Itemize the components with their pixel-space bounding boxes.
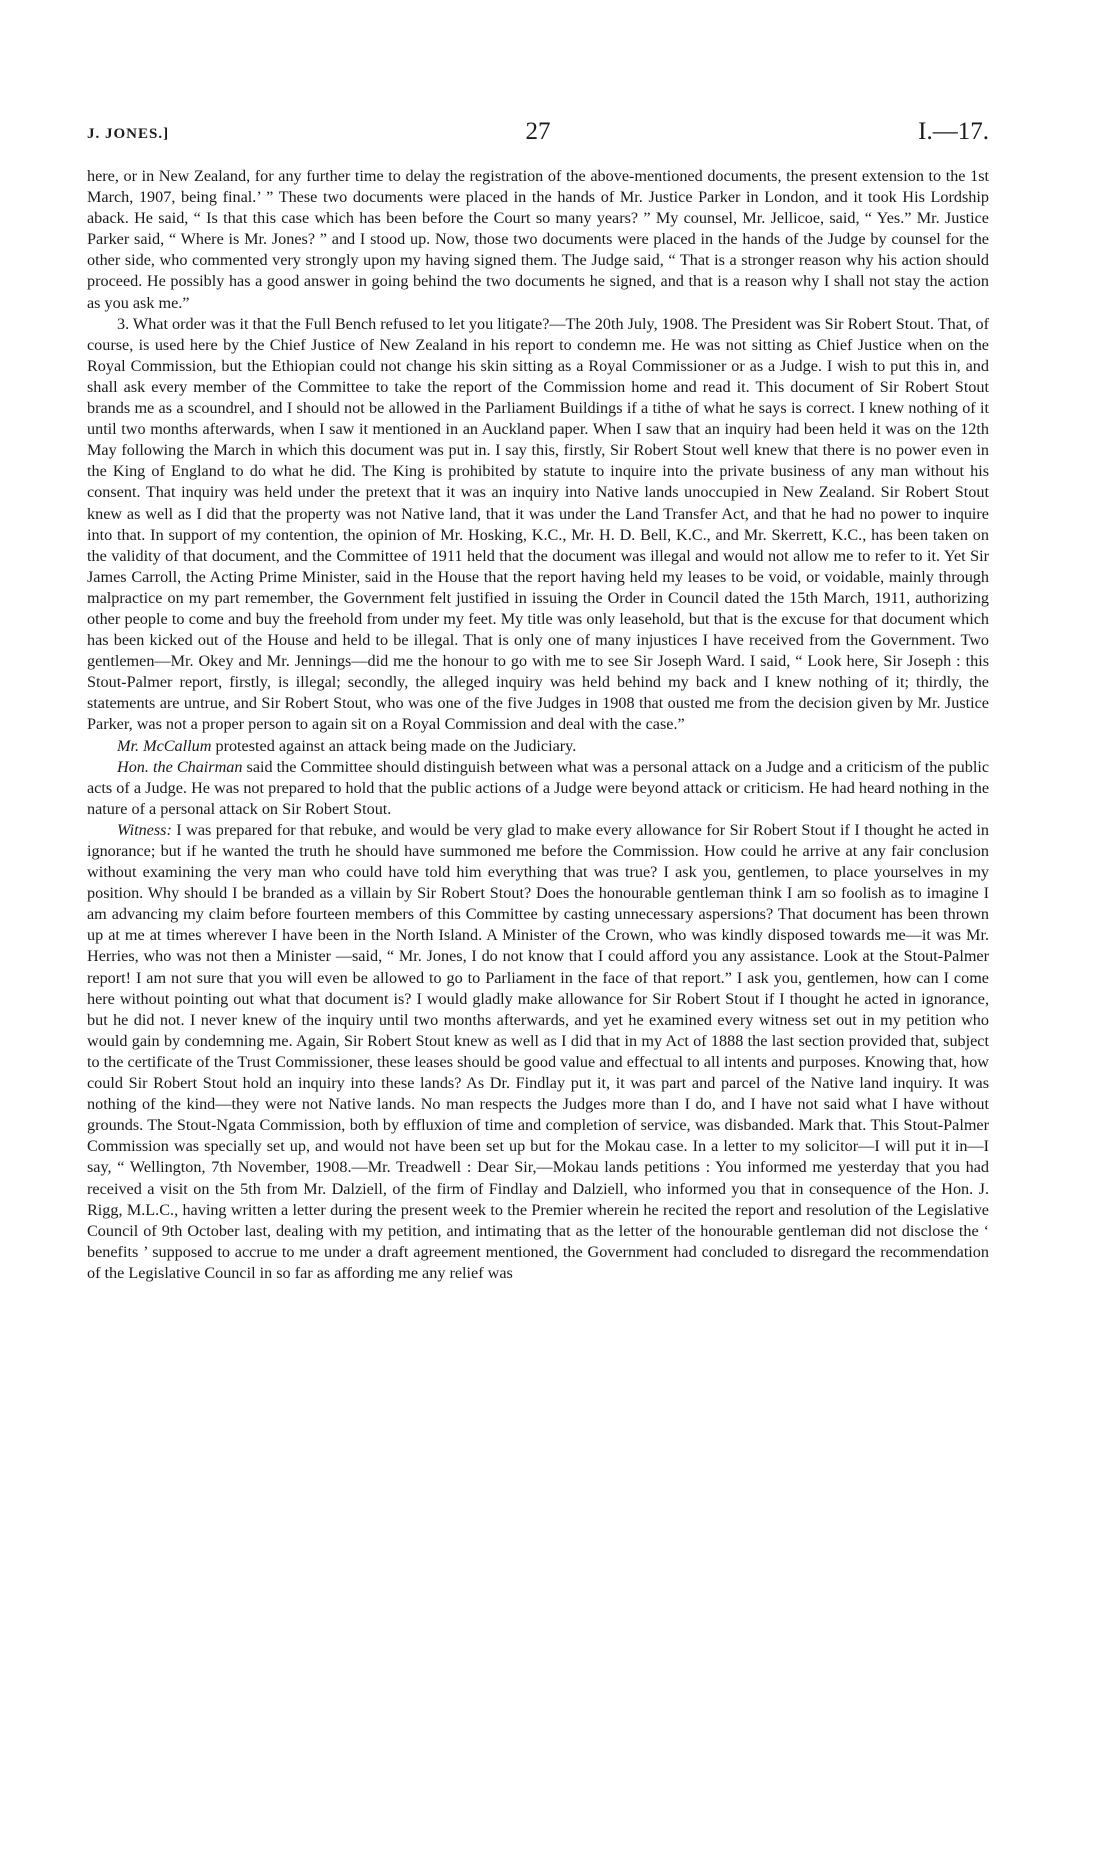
paragraph-question-3: [87, 314, 989, 736]
body-text: [87, 166, 989, 1284]
paragraph-text: 3. What order was it that the Full Bench refused to let you litigate?—The 20th July, 1908. The President was Sir Robert Stout. That, of course, is used here by the Chief Justice of New Zealand in his report to condemn me. He was not sitting as Chief Justice when on the Royal Commission, but the Ethiopian could not change his skin sitting as a Royal Commissioner or as a Judge. I wish to put this in, and shall ask every member of the Committee to take the report of the Commission home and read it. This document of Sir Robert Stout brands me as a scoundrel, and I should not be allowed in the Parliament Buildings if a tithe of what he says is correct. I knew nothing of it until two months afterwards, when I saw it mentioned in an Auckland paper. When I saw that an inquiry had been held it was on the 12th May following the March in which this document was put in. I say this, firstly, Sir Robert Stout well knew that there is no power even in the King of England to do what he did. The King is prohibited by statute to inquire into the private business of any man without his consent. That inquiry was held under the pretext that it was an inquiry into Native lands unoccupied in New Zealand. Sir Robert Stout knew as well as I did that the property was not Native land, that it was under the Land Transfer Act, and that he had no power to inquire into that. In support of my contention, the opinion of Mr. Hosking, K.C., Mr. H. D. Bell, K.C., and Mr. Skerrett, K.C., has been taken on the validity of that document, and the Committee of 1911 held that the document was illegal and would not allow me to refer to it. Yet Sir James Carroll, the Acting Prime Minister, said in the House that the report having held my leases to be void, or voidable, mainly through malpractice on my part remember, the Government felt justified in issuing the Order in Council dated the 15th March, 1911, authorizing other people to come and buy the freehold from under my feet. My title was only leasehold, but that is the excuse for that document which has been kicked out of the House and held to be illegal. That is only one of many injustices I have received from the Government. Two gentlemen—Mr. Okey and Mr. Jennings—did me the honour to go with me to see Sir Joseph Ward. I said, “ Look here, Sir Joseph : this Stout-Palmer report, firstly, is illegal; secondly, the alleged inquiry was held behind my back and I knew nothing of it; thirdly, the statements are untrue, and Sir Robert Stout, who was one of the five Judges in 1908 that ousted me from the decision given by Mr. Justice Parker, was not a proper person to again sit on a Royal Commission and deal with the case.”: [87, 314, 989, 734]
paragraph-witness: [87, 820, 989, 1284]
paragraph-text: here, or in New Zealand, for any further time to delay the registration of the above-mentioned documents, the present extension to the 1st March, 1907, being final.’ ” These two documents were placed in the hands of Mr. Justice Parker in London, and it took His Lordship aback. He said, “ Is that this case which has been before the Court so many years? ” My counsel, Mr. Jellicoe, said, “ Yes.” Mr. Justice Parker said, “ Where is Mr. Jones? ” and I stood up. Now, those two documents were placed in the hands of the Judge by counsel for the other side, who commented very strongly upon my having signed them. The Judge said, “ That is a stronger reason why his action should proceed. He possibly has a good answer in going behind the two documents he signed, and that is a reason why I shall not stay the action as you ask me.”: [87, 167, 989, 312]
speaker-name: Mr. McCallum: [117, 736, 212, 755]
speaker-name: Witness:: [117, 820, 172, 839]
running-head-witness: J. JONES.]: [87, 126, 170, 142]
paragraph-text: I was prepared for that rebuke, and would be very glad to make every allowance for Sir Robert Stout if I thought he acted in ignorance; but if he wanted the truth he should have summoned me before the Commission. How could he arrive at any fair conclusion without examining the very man who could have told him everything that was true? I ask you, gentlemen, to place yourselves in my position. Why should I be branded as a villain by Sir Robert Stout? Does the honourable gentleman think I am so foolish as to imagine I am advancing my claim before fourteen members of this Committee by casting unnecessary aspersions? That document has been thrown up at me at times wherever I have been in the North Island. A Minister of the Crown, who was kindly disposed towards me—it was Mr. Herries, who was not then a Minister —said, “ Mr. Jones, I do not know that I could afford you any assistance. Look at the Stout-Palmer report! I am not sure that you will even be allowed to go to Parliament in the face of that report.” I ask you, gentlemen, how can I come here without pointing out what that document is? I would gladly make allowance for Sir Robert Stout if I thought he acted in ignorance, but he did not. I never knew of the inquiry until two months afterwards, and yet he examined every witness set out in my petition who would gain by condemning me. Again, Sir Robert Stout knew as well as I did that in my Act of 1888 the last section provided that, subject to the certificate of the Trust Commissioner, these leases should be good value and effectual to all intents and purposes. Knowing that, how could Sir Robert Stout hold an inquiry into these lands? As Dr. Findlay put it, it was part and parcel of the Native land inquiry. It was nothing of the kind—they were not Native lands. No man respects the Judges more than I do, and I have not said what I have without grounds. The Stout-Ngata Commission, both by effluxion of time and completion of service, was disbanded. Mark that. This Stout-Palmer Commission was specially set up, and would not have been set up but for the Mokau case. In a letter to my solicitor—I will put it in—I say, “ Wellington, 7th November, 1908.—Mr. Treadwell : Dear Sir,—Mokau lands petitions : You informed me yesterday that you had received a visit on the 5th from Mr. Dalziell, of the firm of Findlay and Dalziell, who informed you that in consequence of the Hon. J. Rigg, M.L.C., having written a letter during the present week to the Premier wherein he recited the report and resolution of the Legislative Council of 9th October last, dealing with my petition, and intimating that as the letter of the honourable gentleman did not disclose the ‘ benefits ’ supposed to accrue to me under a draft agreement mentioned, the Government had concluded to disregard the recommendation of the Legislative Council in so far as affording me any relief was: [87, 820, 989, 1282]
paragraph-continuation: [87, 166, 989, 314]
document-reference: I.—17.: [918, 118, 989, 145]
speaker-name: Hon. the Chairman: [117, 757, 243, 776]
paragraph-text: protested against an attack being made on the Judiciary.: [211, 736, 577, 755]
paragraph-chairman: [87, 757, 989, 820]
page-header: [87, 118, 989, 166]
paragraph-mccallum: [87, 736, 989, 757]
page-number: 27: [525, 118, 551, 145]
paragraph-text: said the Committee should distinguish between what was a personal attack on a Judge and a criticism of the public acts of a Judge. He was not prepared to hold that the public actions of a Judge were beyond attack or criticism. He had heard nothing in the nature of a personal attack on Sir Robert Stout.: [87, 757, 989, 818]
